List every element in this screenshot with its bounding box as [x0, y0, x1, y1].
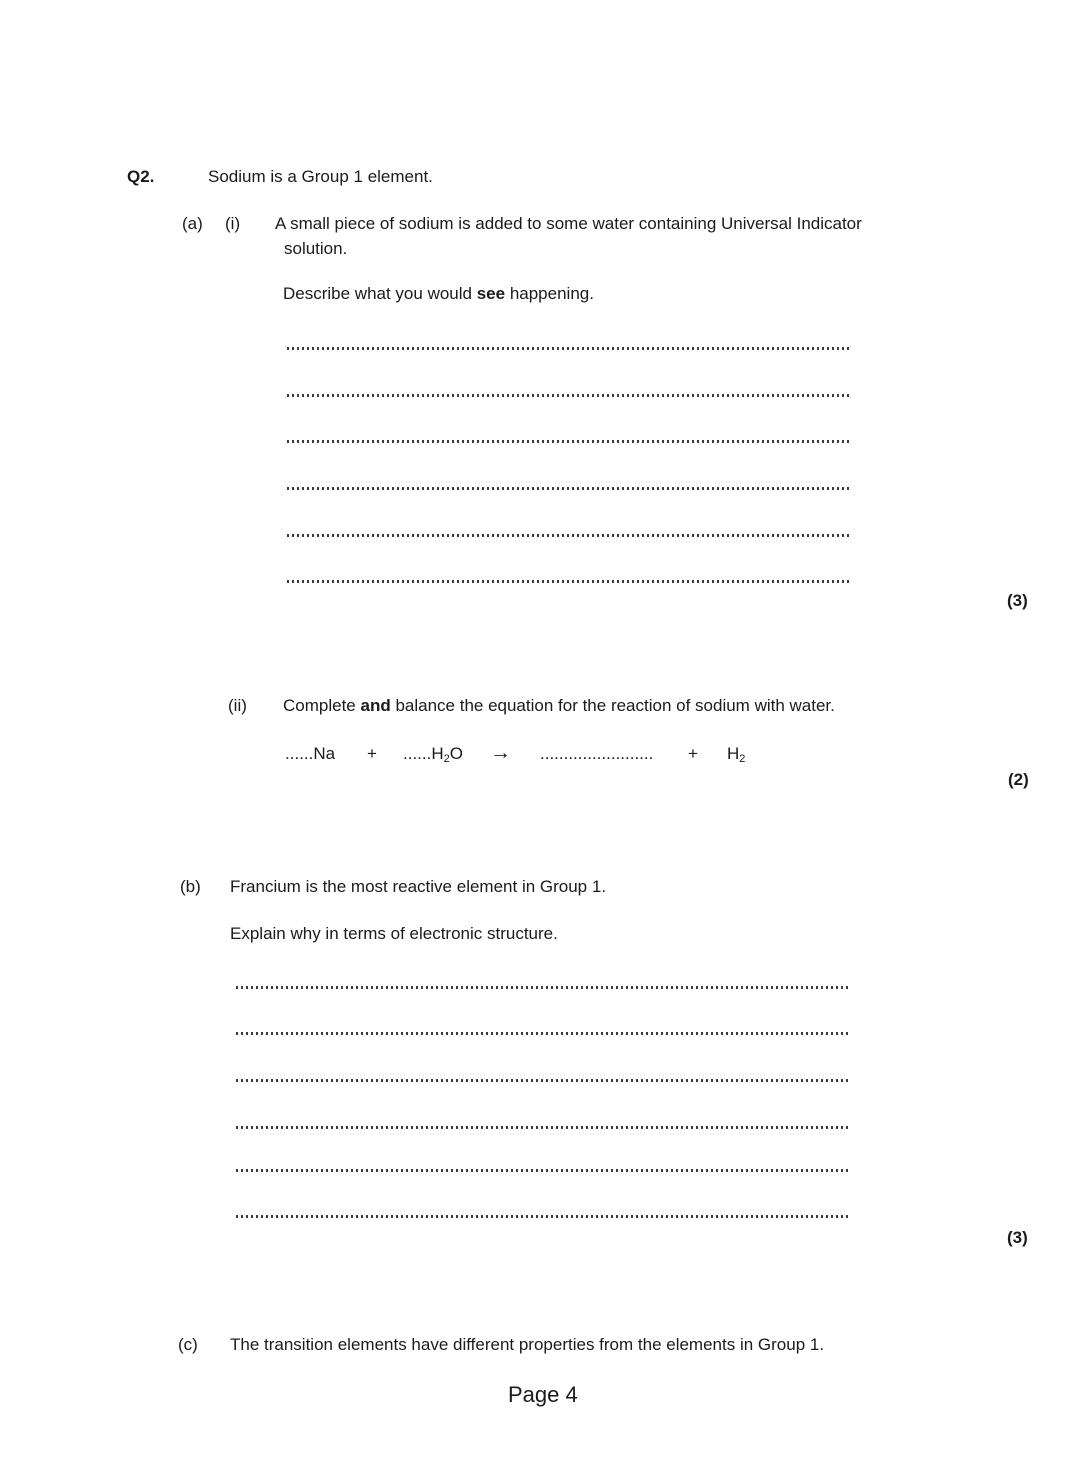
- answer-line: [236, 1032, 851, 1035]
- part-a-ii-text-before-bold: Complete: [283, 696, 361, 715]
- h2o-prefix: ......H: [403, 744, 444, 763]
- h2o-subscript: 2: [443, 753, 450, 765]
- answer-line: [287, 394, 852, 397]
- part-b-marks: (3): [1007, 1228, 1028, 1247]
- part-a-i-prompt: [283, 283, 594, 305]
- part-a-label: (a): [182, 214, 203, 233]
- part-b-prompt: Explain why in terms of electronic structure.: [230, 924, 558, 943]
- equation-na-blank: ......Na: [285, 744, 336, 763]
- answer-line: [287, 487, 852, 490]
- part-a-i-marks: (3): [1007, 591, 1028, 610]
- h2-symbol: H: [727, 744, 740, 763]
- question-number: Q2.: [127, 167, 155, 186]
- answer-line: [236, 1079, 851, 1082]
- part-a-i-text-line2: solution.: [284, 239, 348, 258]
- prompt-before-bold: Describe what you would: [283, 284, 477, 303]
- part-b-label: (b): [180, 877, 201, 896]
- equation-arrow-icon: →: [490, 741, 511, 764]
- part-c-label: (c): [178, 1335, 198, 1354]
- equation-product-blank: ........................: [540, 744, 654, 763]
- answer-line: [236, 1215, 851, 1218]
- h2o-suffix: O: [449, 744, 463, 763]
- answer-line: [236, 1126, 851, 1129]
- answer-line: [287, 347, 852, 350]
- part-a-ii-bold-word: and: [360, 696, 391, 715]
- prompt-bold-word: see: [476, 284, 506, 303]
- part-b-statement: Francium is the most reactive element in Group 1.: [230, 877, 607, 896]
- equation-h2o: [403, 744, 463, 764]
- part-a-ii-text-after-bold: balance the equation for the reaction of sodium with water.: [390, 696, 835, 715]
- answer-line: [287, 534, 852, 537]
- answer-line: [287, 580, 852, 583]
- prompt-after-bold: happening.: [505, 284, 594, 303]
- part-a-i-label: (i): [225, 214, 241, 233]
- part-a-ii-marks: (2): [1008, 770, 1029, 789]
- h2-subscript: 2: [739, 753, 746, 765]
- part-c-statement: The transition elements have different properties from the elements in Group 1.: [230, 1335, 825, 1354]
- equation-h2: [727, 744, 745, 764]
- question-intro: Sodium is a Group 1 element.: [208, 167, 433, 186]
- answer-line: [287, 440, 852, 443]
- part-a-ii-label: (ii): [228, 696, 247, 715]
- page-footer: Page 4: [508, 1382, 578, 1407]
- answer-line: [236, 986, 851, 989]
- answer-line: [236, 1169, 851, 1172]
- part-a-i-text-line1: A small piece of sodium is added to some water containing Universal Indicator: [275, 214, 862, 233]
- part-a-ii-text: [283, 695, 835, 717]
- equation-plus-2: +: [688, 744, 698, 763]
- equation-plus-1: +: [367, 744, 377, 763]
